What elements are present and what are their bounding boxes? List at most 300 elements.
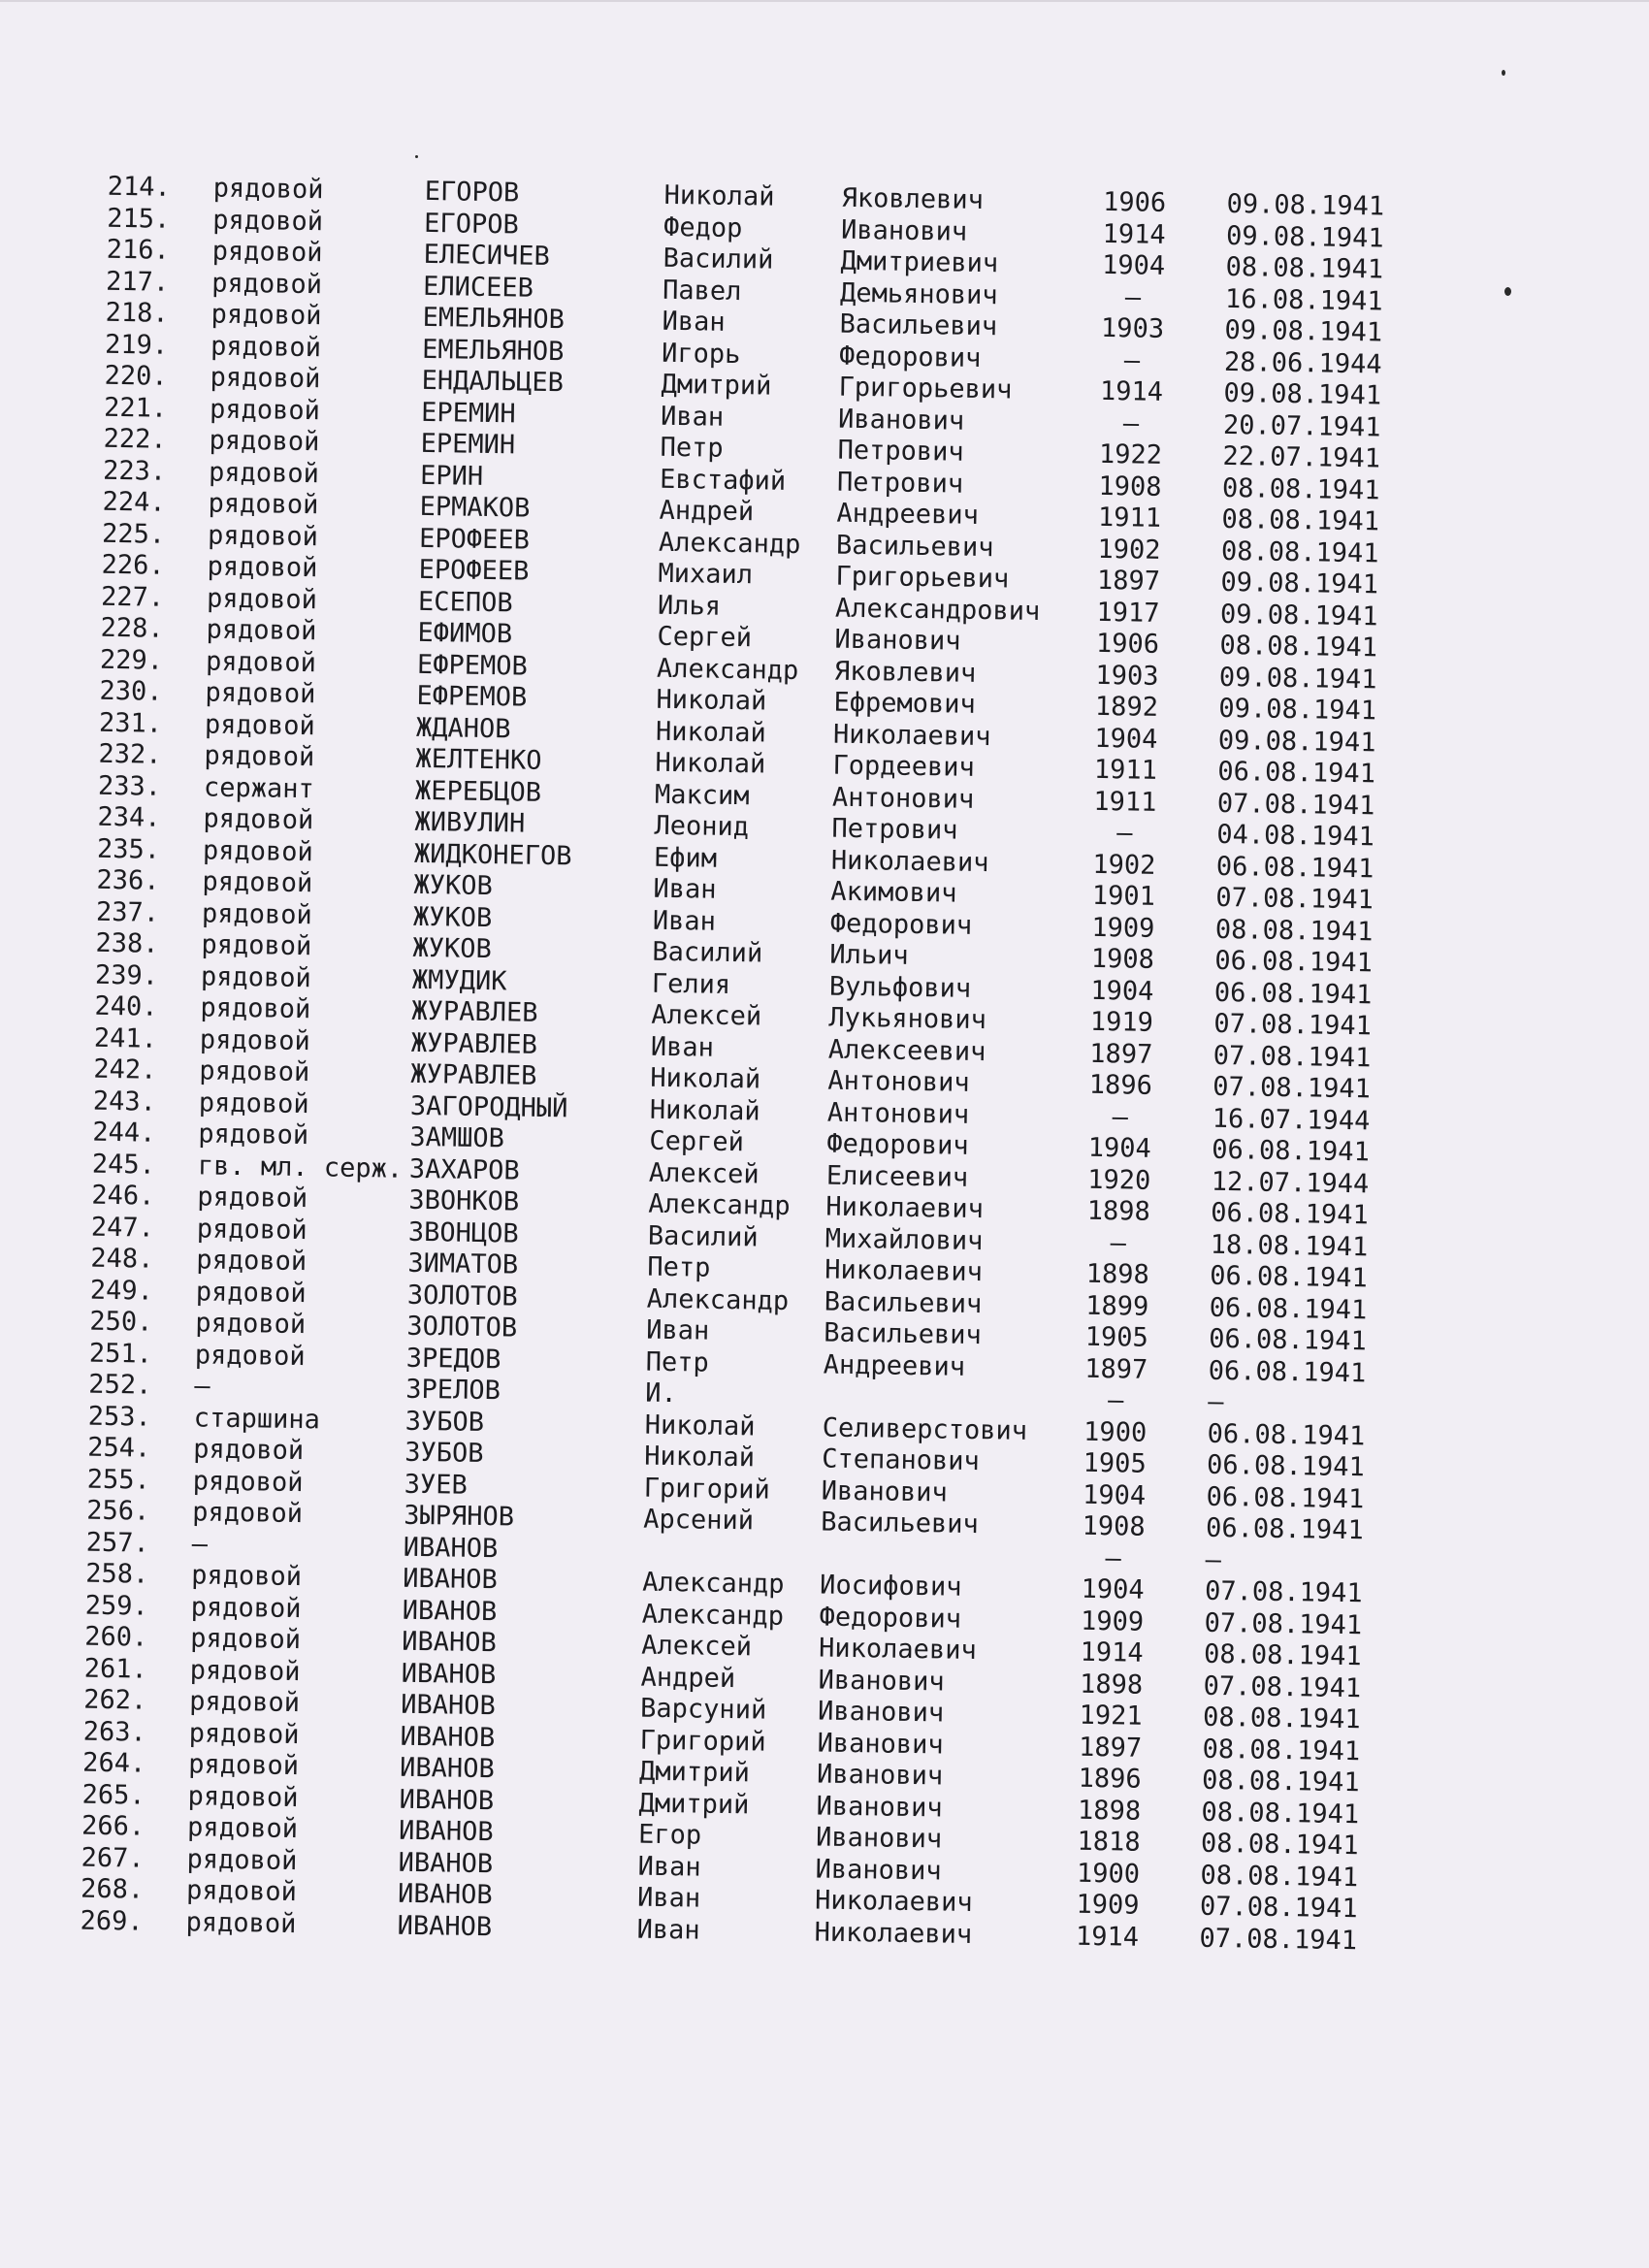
date-cell: 09.08.1941 [1217,725,1376,758]
rank-cell: рядовой [188,1717,300,1750]
birth-year-cell: 1897 [1078,1732,1143,1764]
birth-year-cell: 1898 [1079,1669,1144,1701]
surname-cell: ЖИВУЛИН [414,806,526,839]
patronymic-cell: Вульфович [828,971,972,1004]
patronymic-cell: Антонович [826,1097,970,1130]
surname-cell: ИВАНОВ [397,1910,493,1942]
birth-year-cell: 1919 [1089,1006,1154,1038]
patronymic-cell: Ильич [829,939,909,971]
surname-cell: ЕЛИСЕЕВ [422,271,534,304]
rank-cell: рядовой [189,1654,301,1687]
birth-year-cell: 1908 [1090,943,1155,975]
birth-year-cell: 1904 [1094,723,1158,755]
first-name-cell: Николай [649,1094,760,1126]
birth-year-cell: 1898 [1085,1258,1150,1290]
surname-cell: ИВАНОВ [399,1752,495,1785]
patronymic-cell: Николаевич [832,719,991,752]
patronymic-cell: Николаевич [814,1885,973,1919]
date-cell: 06.08.1941 [1212,1134,1371,1168]
first-name-cell: Ефим [653,842,718,874]
record-number: 253. [87,1401,152,1433]
patronymic-cell: Григорьевич [838,372,1013,405]
surname-cell: ЕРМАКОВ [419,491,531,524]
birth-year-cell: – [1112,1101,1129,1132]
record-number: 220. [104,360,168,392]
birth-year-cell: 1903 [1095,660,1159,692]
first-name-cell: Николай [663,179,775,212]
birth-year-cell: 1904 [1087,1132,1152,1164]
surname-cell: ЕГОРОВ [424,176,520,209]
birth-year-cell: – [1123,344,1141,376]
date-cell: 06.08.1941 [1210,1260,1369,1294]
surname-cell: ЕМЕЛЬЯНОВ [421,334,565,367]
first-name-cell: Андрей [659,495,755,528]
first-name-cell: Петр [645,1346,710,1378]
surname-cell: ЗВОНЦОВ [407,1216,519,1249]
first-name-cell: Иван [662,306,726,338]
date-cell: 16.07.1944 [1212,1103,1371,1136]
first-name-cell: Федор [663,211,743,243]
surname-cell: ЗЫРЯНОВ [404,1500,515,1533]
birth-year-cell: 1899 [1084,1290,1149,1322]
date-cell: 06.08.1941 [1209,1292,1368,1325]
rank-cell: рядовой [212,173,324,206]
first-name-cell: Арсений [642,1504,755,1537]
birth-year-cell: 1914 [1099,375,1164,407]
rank-cell: рядовой [193,1434,305,1467]
birth-year-cell: 1901 [1091,880,1156,912]
date-cell: 04.08.1941 [1216,819,1375,853]
date-cell: 09.08.1941 [1224,314,1383,348]
patronymic-cell: Александрович [834,593,1041,627]
first-name-cell: Петр [647,1251,711,1283]
date-cell: 09.08.1941 [1219,599,1378,632]
date-cell: 08.08.1941 [1203,1638,1362,1672]
rank-cell: – [194,1371,210,1402]
birth-year-cell: 1897 [1083,1353,1148,1385]
birth-year-cell: 1898 [1077,1795,1142,1827]
record-number: 250. [89,1306,153,1338]
date-cell: 20.07.1941 [1222,409,1381,442]
rank-cell: рядовой [190,1591,302,1624]
surname-cell: ЗИМАТОВ [407,1247,519,1280]
first-name-cell: Иван [636,1914,700,1946]
first-name-cell: Андрей [640,1662,736,1694]
date-cell: 09.08.1941 [1226,188,1385,222]
rank-cell: рядовой [204,740,315,773]
birth-year-cell: – [1124,281,1142,313]
first-name-cell: Николай [656,684,767,717]
surname-cell: ЕРИН [419,460,484,492]
date-cell: 18.08.1941 [1210,1229,1369,1262]
rank-cell: рядовой [187,1749,300,1782]
birth-year-cell: 1900 [1076,1858,1141,1890]
surname-cell: ИВАНОВ [398,1847,494,1879]
birth-year-cell: – [1105,1542,1122,1573]
birth-year-cell: 1914 [1075,1921,1140,1953]
patronymic-cell: Васильевич [824,1317,983,1351]
rank-cell: рядовой [202,866,313,899]
rank-cell: рядовой [199,1055,310,1088]
record-number: 241. [93,1022,158,1054]
surname-cell: ЖУКОВ [412,901,493,933]
first-name-cell: Сергей [657,621,753,654]
record-number: 256. [86,1495,150,1527]
birth-year-cell: – [1110,1227,1127,1258]
surname-cell: ИВАНОВ [401,1626,498,1659]
patronymic-cell: Васильевич [820,1507,980,1540]
date-cell: 07.08.1941 [1199,1923,1358,1956]
first-name-cell: Дмитрий [661,369,772,402]
patronymic-cell: Акимович [830,876,957,909]
birth-year-cell: 1909 [1080,1605,1145,1637]
record-number: 267. [81,1842,145,1874]
first-name-cell: Николай [644,1409,756,1442]
surname-cell: ЗАХАРОВ [408,1153,520,1186]
birth-year-cell: 1902 [1092,849,1156,881]
record-number: 251. [88,1338,153,1370]
surname-cell: ЕСЕПОВ [417,586,513,618]
surname-cell: ЕНДАЛЬЦЕВ [421,365,565,399]
date-cell: 09.08.1941 [1218,693,1377,727]
record-number: 238. [95,927,159,959]
surname-cell: ЗУБОВ [404,1437,484,1470]
patronymic-cell: Михайлович [824,1223,984,1256]
date-cell: 09.08.1941 [1225,220,1384,253]
surname-cell: ЖЕЛТЕНКО [415,743,542,776]
first-name-cell: Иван [653,873,717,905]
birth-year-cell: 1917 [1096,597,1160,629]
surname-cell: ЖУРАВЛЕВ [410,1058,537,1091]
record-number: 222. [103,423,167,455]
rank-cell: рядовой [207,551,318,584]
record-number: 232. [98,738,162,770]
record-number: 249. [89,1275,154,1307]
date-cell: 28.06.1944 [1223,346,1382,379]
rank-cell: рядовой [200,960,312,993]
rank-cell: рядовой [210,299,322,332]
date-cell: 06.08.1941 [1213,977,1373,1010]
date-cell: 07.08.1941 [1212,1040,1372,1073]
birth-year-cell: – [1122,407,1140,439]
first-name-cell: Илья [657,590,722,622]
patronymic-cell: Селиверстович [822,1412,1028,1446]
patronymic-cell: Васильевич [839,308,998,342]
date-cell: – [1207,1386,1224,1418]
patronymic-cell: Николаевич [830,845,989,878]
rank-cell: рядовой [206,582,318,615]
patronymic-cell: Яковлевич [841,182,985,215]
first-name-cell: Егор [637,1819,702,1851]
birth-year-cell: 1905 [1084,1321,1148,1353]
record-number: 261. [83,1653,147,1685]
record-number: 234. [97,801,161,833]
date-cell: 07.08.1941 [1213,1008,1373,1042]
patronymic-cell: Николаевич [814,1916,973,1950]
ink-speck [1502,70,1505,76]
surname-cell: ЖДАНОВ [415,712,511,744]
rank-cell: рядовой [192,1497,304,1530]
record-number: 265. [81,1779,146,1811]
record-number: 229. [99,644,164,676]
birth-year-cell: 1911 [1093,786,1157,818]
patronymic-cell: Иванович [837,404,965,437]
rank-cell: рядовой [196,1245,307,1278]
date-cell: 06.08.1941 [1206,1481,1365,1514]
ink-speck [415,155,418,158]
rank-cell: рядовой [211,236,323,269]
record-number: 246. [91,1180,155,1212]
birth-year-cell: 1818 [1077,1826,1141,1858]
record-number: 219. [104,329,169,361]
record-number: 223. [102,455,167,487]
record-number: 217. [105,266,170,298]
rank-cell: рядовой [196,1213,307,1246]
patronymic-cell: Лукьянович [828,1002,987,1036]
record-number: 244. [92,1117,156,1149]
first-name-cell: Василий [663,243,774,275]
record-number: 221. [103,392,168,424]
patronymic-cell: Иванович [815,1853,942,1887]
record-number: 216. [106,234,170,266]
first-name-cell: Максим [654,779,750,811]
patronymic-cell: Дмитриевич [840,245,999,279]
record-number: 247. [90,1212,155,1244]
rank-cell: рядовой [205,677,316,710]
rank-cell: рядовой [204,708,316,741]
patronymic-cell: Николаевич [818,1633,977,1667]
date-cell: 09.08.1941 [1220,567,1379,600]
surname-cell: ЗОЛОТОВ [406,1280,518,1312]
date-cell: 06.08.1941 [1217,756,1376,790]
record-number: 248. [90,1243,154,1275]
birth-year-cell: 1897 [1089,1038,1153,1070]
record-number: 268. [80,1873,145,1905]
first-name-cell: Алексей [648,1157,760,1189]
surname-cell: ЕРОФЕЕВ [418,523,531,556]
rank-cell: рядовой [211,205,324,237]
surname-cell: ИВАНОВ [403,1563,499,1596]
first-name-cell: Иван [636,1882,701,1914]
date-cell: 07.08.1941 [1203,1670,1362,1703]
record-number: 239. [94,959,159,991]
record-number: 258. [85,1558,149,1590]
birth-year-cell: 1900 [1083,1416,1148,1448]
surname-cell: ЕГОРОВ [423,208,519,240]
surname-cell: ЗОЛОТОВ [406,1311,518,1344]
record-number: 263. [82,1716,146,1748]
birth-year-cell: 1896 [1078,1763,1142,1795]
patronymic-cell: Иванович [834,624,961,657]
first-name-cell: Иван [650,1031,715,1063]
first-name-cell: Алексей [640,1630,753,1663]
date-cell: 07.08.1941 [1212,1071,1372,1105]
birth-year-cell: 1898 [1086,1195,1151,1227]
surname-cell: ИВАНОВ [401,1658,497,1690]
ink-speck [1504,287,1511,296]
first-name-cell: И. [645,1377,678,1409]
surname-cell: ЗАГОРОДНЫЙ [409,1090,568,1123]
date-cell: 07.08.1941 [1204,1575,1363,1609]
first-name-cell: Иван [652,905,717,937]
patronymic-cell: Иосифович [819,1570,962,1603]
patronymic-cell: Григорьевич [835,561,1010,595]
date-cell: 22.07.1941 [1222,440,1381,474]
birth-year-cell: 1904 [1101,249,1166,281]
patronymic-cell: Антонович [831,782,975,815]
date-cell: 06.08.1941 [1211,1197,1370,1231]
surname-cell: ЖМУДИК [411,964,507,996]
date-cell: 08.08.1941 [1200,1860,1359,1893]
surname-cell: ЕЛЕСИЧЕВ [423,239,550,272]
record-number: 255. [86,1464,151,1496]
birth-year-cell: 1904 [1082,1479,1147,1511]
first-name-cell: Александр [646,1283,790,1316]
first-name-cell: Иван [646,1314,710,1346]
first-name-cell: Василий [652,936,763,969]
date-cell: 16.08.1941 [1224,283,1383,316]
date-cell: 06.08.1941 [1208,1355,1367,1388]
patronymic-cell: Федорович [838,340,982,373]
patronymic-cell: Петрович [831,813,958,846]
date-cell: 08.08.1941 [1214,914,1374,947]
first-name-cell: Григорий [643,1473,771,1506]
birth-year-cell: 1920 [1087,1164,1151,1196]
record-number: 262. [82,1684,147,1716]
patronymic-cell: Андреевич [823,1349,966,1382]
date-cell: 08.08.1941 [1202,1733,1361,1766]
rank-cell: рядовой [194,1339,306,1372]
date-cell: 07.08.1941 [1199,1891,1358,1925]
surname-cell: ИВАНОВ [398,1815,494,1848]
surname-cell: ЗАМШОВ [409,1121,505,1154]
birth-year-cell: 1902 [1097,534,1161,566]
birth-year-cell: 1911 [1097,502,1162,534]
surname-cell: ЕФИМОВ [417,617,513,650]
rank-cell: рядовой [210,362,321,395]
rank-cell: рядовой [208,456,320,489]
rank-cell: рядовой [197,1182,308,1215]
first-name-cell: Дмитрий [638,1756,751,1789]
birth-year-cell: 1922 [1098,438,1163,470]
birth-year-cell: 1903 [1100,312,1165,344]
first-name-cell: Варсуний [639,1693,767,1726]
rank-cell: гв. мл. серж. [197,1150,404,1184]
birth-year-cell: 1914 [1102,218,1166,250]
record-number: 266. [81,1810,146,1842]
date-cell: 08.08.1941 [1220,535,1379,568]
surname-cell: ЖИДКОНЕГОВ [413,838,572,871]
rank-cell: рядовой [195,1276,307,1309]
date-cell: 06.08.1941 [1214,945,1374,979]
patronymic-cell: Иванович [816,1790,943,1824]
record-number: 227. [100,581,165,613]
date-cell: 12.07.1944 [1211,1166,1370,1199]
patronymic-cell: Николаевич [825,1191,985,1225]
date-cell: 07.08.1941 [1216,788,1375,821]
first-name-cell: Василий [647,1220,759,1252]
first-name-cell: Николай [655,716,767,749]
patronymic-cell: Петрович [836,467,964,500]
record-number: 226. [101,549,165,581]
record-number: 214. [107,171,171,203]
patronymic-cell: Васильевич [835,530,994,563]
date-cell: 08.08.1941 [1221,503,1380,537]
birth-year-cell: 1904 [1090,975,1154,1007]
date-cell: 07.08.1941 [1204,1607,1363,1640]
first-name-cell: Гелия [651,968,731,1000]
surname-cell: ЕФРЕМОВ [416,649,529,682]
date-cell: – [1205,1544,1222,1575]
record-number: 240. [94,990,158,1022]
patronymic-cell: Степанович [821,1443,981,1477]
date-cell: 08.08.1941 [1225,251,1384,285]
record-number: 228. [100,612,164,644]
birth-year-cell: 1914 [1080,1636,1144,1669]
surname-cell: ЕФРЕМОВ [416,680,528,713]
surname-cell: ЕРЕМИН [420,397,516,429]
birth-year-cell: 1911 [1093,754,1158,786]
birth-year-cell: 1908 [1082,1510,1146,1542]
patronymic-cell: Елисеевич [825,1160,969,1193]
surname-cell: ЕРЕМИН [420,428,516,461]
birth-year-cell: 1909 [1091,912,1155,944]
patronymic-cell: Демьянович [839,277,998,310]
rank-cell: рядовой [209,425,320,458]
rank-cell: рядовой [202,834,314,867]
rank-cell: старшина [193,1402,321,1435]
record-number: 235. [96,833,161,865]
record-number: 215. [106,203,171,235]
patronymic-cell: Алексеевич [827,1034,986,1067]
surname-cell: ЗУБОВ [404,1406,485,1438]
first-name-cell: Алексей [651,999,762,1032]
date-cell: 06.08.1941 [1207,1418,1366,1451]
date-cell: 08.08.1941 [1219,630,1378,664]
rank-cell: рядовой [186,1843,298,1876]
rank-cell: рядовой [198,1118,309,1151]
birth-year-cell: 1892 [1094,691,1159,723]
rank-cell: – [191,1528,209,1560]
record-number: 230. [99,675,163,707]
record-number: 254. [87,1432,151,1464]
first-name-cell: Михаил [658,558,754,591]
surname-cell: ЖЕРЕБЦОВ [414,775,542,808]
date-cell: 09.08.1941 [1223,377,1382,411]
page-top-edge [0,0,1649,2]
record-number: 224. [102,486,166,518]
rank-cell: рядовой [210,330,322,363]
surname-cell: ЖУРАВЛЕВ [411,995,538,1028]
date-cell: 08.08.1941 [1202,1701,1361,1735]
records-list [30,171,1493,1959]
rank-cell: рядовой [198,1086,309,1119]
rank-cell: рядовой [207,519,319,552]
rank-cell: рядовой [201,897,313,930]
first-name-cell: Григорий [639,1725,766,1758]
surname-cell: ЗУЕВ [404,1469,469,1501]
patronymic-cell: Федорович [826,1128,969,1161]
record-number: 237. [95,896,160,928]
record-number: 257. [85,1527,150,1559]
first-name-cell: Николай [650,1062,761,1095]
rank-cell: рядовой [206,614,317,647]
rank-cell: рядовой [185,1906,297,1939]
patronymic-cell: Иванович [818,1665,945,1698]
surname-cell: ИВАНОВ [402,1595,498,1627]
surname-cell: ЗРЕДОВ [405,1343,501,1375]
record-number: 225. [101,518,166,550]
